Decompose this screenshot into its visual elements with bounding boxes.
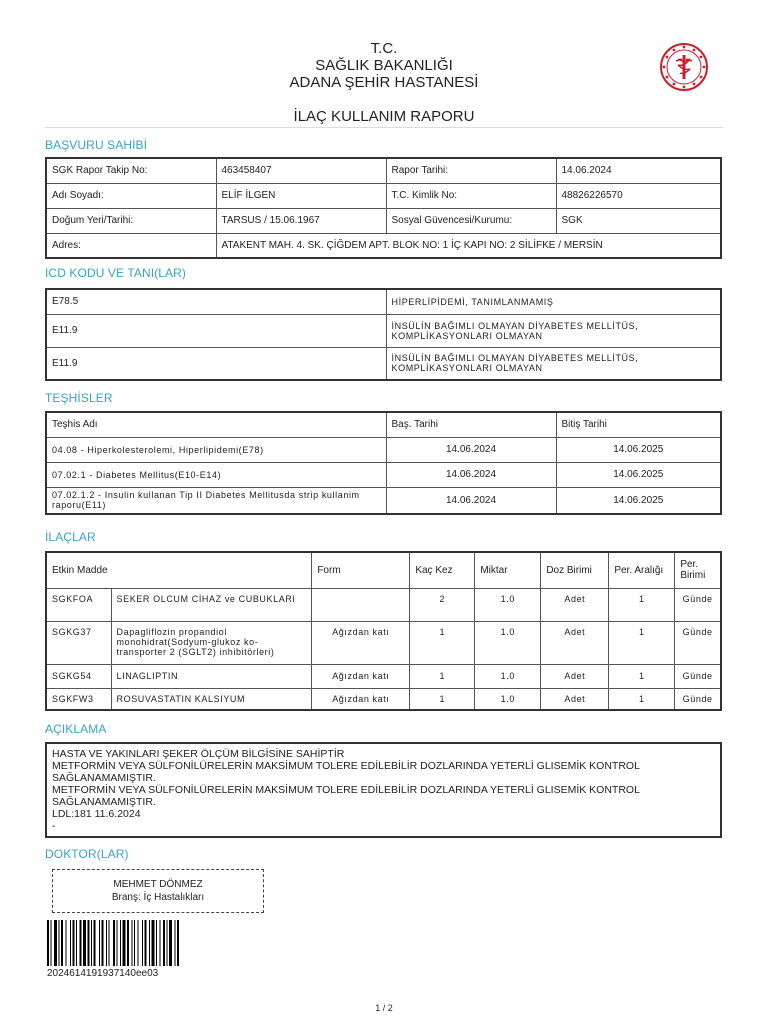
drug-times: 1 <box>410 664 475 688</box>
applicant-section-title: BAŞVURU SAHİBİ <box>45 138 148 152</box>
diagnoses-table <box>45 411 722 515</box>
description-line: METFORMİN VEYA SÜLFONİLÜRELERİN MAKSİMUM TOLERE EDİLEBİLİR DOZLARINDA YETERLİ GLISEMİK KONTROL SAĞLANAMAMIŞTIR. <box>52 760 640 784</box>
ministry-logo-icon <box>660 43 708 91</box>
barcode-bar <box>167 920 168 966</box>
drug-name: SEKER OLCUM CİHAZ ve CUBUKLARI <box>111 588 312 621</box>
barcode-text: 2024614191937140ee03 <box>47 968 159 979</box>
diagnosis-name: 07.02.1.2 - Insulin kullanan Tip II Diabetes Mellitusda strip kullanim raporu(E11) <box>46 487 386 514</box>
table-row <box>46 289 721 314</box>
icd-code: E78.5 <box>46 289 386 314</box>
doctors-section-title: DOKTOR(LAR) <box>45 847 129 861</box>
description-line: LDL:181 11.6.2024 <box>52 808 141 820</box>
report-title: İLAÇ KULLANIM RAPORU <box>293 108 475 125</box>
drug-amount: 1.0 <box>475 688 541 710</box>
barcode-bar <box>177 920 179 966</box>
applicant-table <box>45 157 722 259</box>
drug-header-substance: Etkin Madde <box>46 552 312 588</box>
header-hospital: ADANA ŞEHİR HASTANESİ <box>289 74 479 91</box>
barcode-bar <box>163 920 165 966</box>
tc-value: 48826226570 <box>556 183 721 208</box>
drug-times: 1 <box>410 688 475 710</box>
barcode-bar <box>54 920 57 966</box>
document-header <box>0 40 768 125</box>
report-date-label: Rapor Tarihi: <box>386 158 556 183</box>
drug-header-form: Form <box>312 552 410 588</box>
icd-desc: HİPERLİPİDEMİ, TANIMLANMAMIŞ <box>386 289 721 314</box>
drug-period-unit: Günde <box>675 588 721 621</box>
barcode-bar <box>47 920 49 966</box>
table-row <box>46 347 721 380</box>
description-line: METFORMİN VEYA SÜLFONİLÜRELERİN MAKSİMUM TOLERE EDİLEBİLİR DOZLARINDA YETERLİ GLISEMİK KONTROL SAĞLANAMAMIŞTIR. <box>52 784 640 808</box>
barcode-bar <box>142 920 143 966</box>
icd-code: E11.9 <box>46 347 386 380</box>
tc-label: T.C. Kimlik No: <box>386 183 556 208</box>
drug-dose-unit: Adet <box>541 688 609 710</box>
barcode-bar <box>102 920 104 966</box>
drug-code: SGKFW3 <box>46 688 111 710</box>
birth-value: TARSUS / 15.06.1967 <box>216 208 386 233</box>
barcode-bar <box>59 920 60 966</box>
description-section-title: AÇIKLAMA <box>45 722 107 736</box>
drug-form: Ağızdan katı <box>312 664 410 688</box>
sgk-value: 463458407 <box>216 158 386 183</box>
doctor-name: MEHMET DÖNMEZ <box>113 879 203 890</box>
drug-amount: 1.0 <box>475 621 541 664</box>
icd-desc: İNSÜLİN BAĞIMLI OLMAYAN DİYABETES MELLİTÜS, KOMPLİKASYONLARI OLMAYAN <box>386 347 721 380</box>
drug-dose-unit: Adet <box>541 664 609 688</box>
drug-code: SGKG54 <box>46 664 111 688</box>
barcode-bar <box>145 920 147 966</box>
barcode-bar <box>160 920 161 966</box>
table-row <box>46 314 721 347</box>
birth-label: Doğum Yeri/Tarihi: <box>46 208 216 233</box>
barcode-bar <box>127 920 129 966</box>
barcode-bar <box>80 920 82 966</box>
drug-dose-unit: Adet <box>541 588 609 621</box>
drug-name: LINAGLIPTIN <box>111 664 312 688</box>
barcode-bar <box>156 920 157 966</box>
drug-header-interval: Per. Aralığı <box>609 552 675 588</box>
diagnosis-end: 14.06.2025 <box>556 462 721 487</box>
drug-interval: 1 <box>609 588 675 621</box>
drug-dose-unit: Adet <box>541 621 609 664</box>
drug-form: Ağızdan katı <box>312 621 410 664</box>
page-number: 1 / 2 <box>375 1003 393 1013</box>
drug-name: Dapagliflozin propandiol monohidrat(Sodyum-glukoz ko-transporter 2 (SGLT2) inhibitörleri) <box>111 621 312 664</box>
description-line: - <box>52 820 56 832</box>
table-row <box>46 437 721 462</box>
drug-times: 1 <box>410 621 475 664</box>
drug-code: SGKFOA <box>46 588 111 621</box>
barcode-bar <box>61 920 63 966</box>
barcode-bar <box>76 920 77 966</box>
diagnosis-end: 14.06.2025 <box>556 437 721 462</box>
barcode-bar <box>123 920 126 966</box>
sgk-label: SGK Rapor Takip No: <box>46 158 216 183</box>
diagnoses-section-title: TEŞHİSLER <box>45 391 113 405</box>
drug-header-dose-unit: Doz Birimi <box>541 552 609 588</box>
doctor-card <box>52 869 264 913</box>
diagnosis-name: 07.02.1 - Diabetes Mellitus(E10-E14) <box>46 462 386 487</box>
address-value: ATAKENT MAH. 4. SK. ÇİĞDEM APT. BLOK NO: 1 İÇ KAPI NO: 2 SİLİFKE / MERSİN <box>216 233 721 258</box>
name-label: Adı Soyadı: <box>46 183 216 208</box>
drug-interval: 1 <box>609 664 675 688</box>
barcode-bar <box>99 920 100 966</box>
barcode-bar <box>70 920 71 966</box>
header-tc: T.C. <box>370 40 398 57</box>
drug-period-unit: Günde <box>675 621 721 664</box>
drug-header-period-unit: Per. Birimi <box>675 552 721 588</box>
drug-code: SGKG37 <box>46 621 111 664</box>
barcode-bar <box>175 920 176 966</box>
barcode-bar <box>120 920 121 966</box>
barcode-bar <box>66 920 67 966</box>
drug-name: ROSUVASTATIN KALSIYUM <box>111 688 312 710</box>
drug-interval: 1 <box>609 688 675 710</box>
drug-header-times: Kaç Kez <box>410 552 475 588</box>
table-row <box>46 688 721 710</box>
insurance-value: SGK <box>556 208 721 233</box>
address-label: Adres: <box>46 233 216 258</box>
barcode-bar <box>132 920 133 966</box>
barcode-bar <box>83 920 86 966</box>
drug-interval: 1 <box>609 621 675 664</box>
diagnosis-name: 04.08 - Hiperkolesterolemi, Hiperlipidemi(E78) <box>46 437 386 462</box>
drug-amount: 1.0 <box>475 588 541 621</box>
barcode-bar <box>117 920 118 966</box>
barcode-bar <box>149 920 150 966</box>
drug-form: Ağızdan katı <box>312 688 410 710</box>
drug-times: 2 <box>410 588 475 621</box>
table-row <box>46 588 721 621</box>
drug-form <box>312 588 410 621</box>
diagnosis-start: 14.06.2024 <box>386 437 556 462</box>
diagnosis-start: 14.06.2024 <box>386 487 556 514</box>
description-line: HASTA VE YAKINLARI ŞEKER ÖLÇÜM BİLGİSİNE SAHİPTİR <box>52 748 345 760</box>
diagnosis-start: 14.06.2024 <box>386 462 556 487</box>
description-box <box>45 742 722 838</box>
barcode-bar <box>106 920 107 966</box>
barcode-bar <box>152 920 155 966</box>
drugs-section-title: İLAÇLAR <box>45 530 96 544</box>
drug-amount: 1.0 <box>475 664 541 688</box>
icd-table <box>45 288 722 381</box>
barcode-bar <box>113 920 115 966</box>
drugs-table <box>45 551 722 711</box>
table-row <box>46 487 721 514</box>
barcode-bar <box>51 920 52 966</box>
icd-code: E11.9 <box>46 314 386 347</box>
barcode-bar <box>73 920 75 966</box>
doctor-branch: Branş: İç Hastalıkları <box>111 892 205 903</box>
diagnosis-header-name: Teşhis Adı <box>46 412 386 437</box>
header-ministry: SAĞLIK BAKANLIĞI <box>315 57 453 74</box>
drug-period-unit: Günde <box>675 688 721 710</box>
table-row <box>46 621 721 664</box>
table-row <box>46 664 721 688</box>
name-value: ELİF İLGEN <box>216 183 386 208</box>
barcode-bar <box>138 920 139 966</box>
barcode-bar <box>169 920 172 966</box>
icd-desc: İNSÜLİN BAĞIMLI OLMAYAN DİYABETES MELLİTÜS, KOMPLİKASYONLARI OLMAYAN <box>386 314 721 347</box>
diagnosis-header-end: Bitiş Tarihi <box>556 412 721 437</box>
diagnosis-header-start: Baş. Tarihi <box>386 412 556 437</box>
header-divider <box>45 127 723 128</box>
drug-header-amount: Miktar <box>475 552 541 588</box>
insurance-label: Sosyal Güvencesi/Kurumu: <box>386 208 556 233</box>
diagnosis-end: 14.06.2025 <box>556 487 721 514</box>
barcode <box>47 920 237 966</box>
report-date-value: 14.06.2024 <box>556 158 721 183</box>
barcode-bar <box>109 920 110 966</box>
barcode-bar <box>88 920 90 966</box>
icd-section-title: ICD KODU VE TANI(LAR) <box>45 266 187 280</box>
drug-period-unit: Günde <box>675 664 721 688</box>
barcode-bar <box>91 920 92 966</box>
barcode-bar <box>134 920 135 966</box>
barcode-bar <box>94 920 96 966</box>
table-row <box>46 462 721 487</box>
